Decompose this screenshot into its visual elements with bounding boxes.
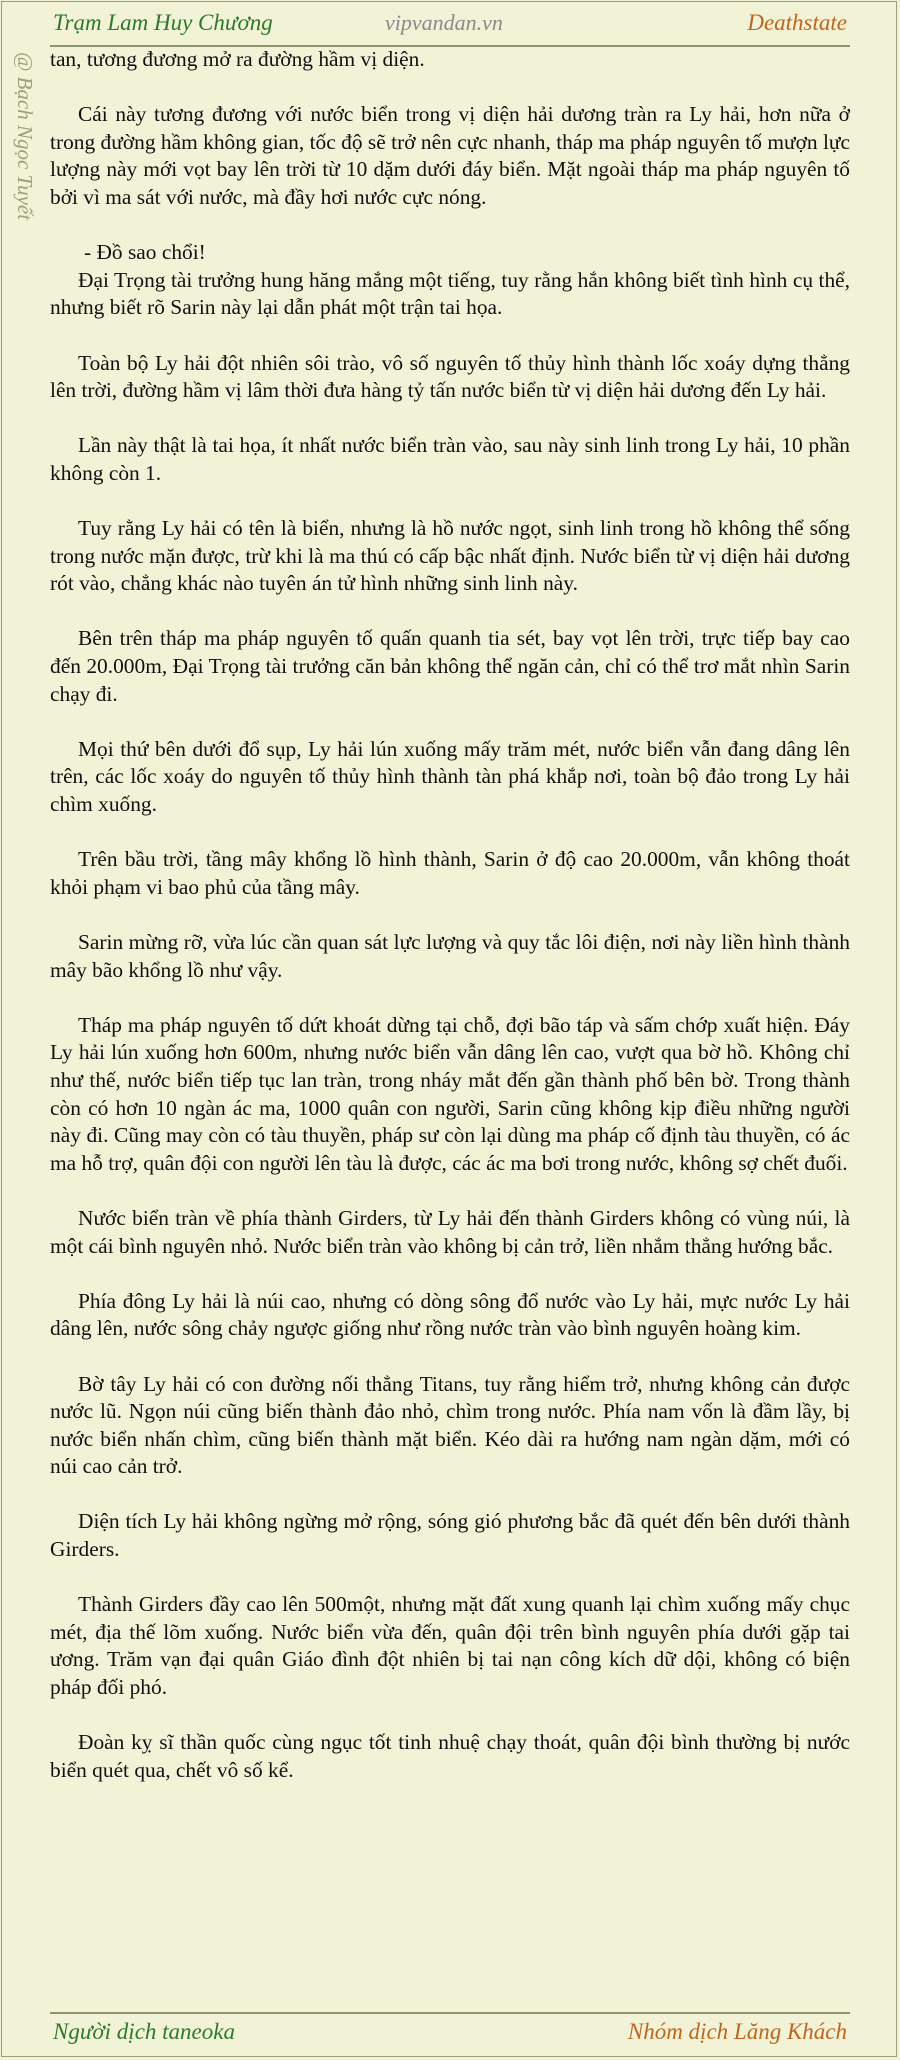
paragraph: Cái này tương đương với nước biển trong vị diện hải dương tràn ra Ly hải, hơn nữa ở trong đường hầm không gian, tốc độ sẽ trở nên cực nhanh, tháp ma pháp nguyên tố mượn lực lượng này mới vọt bay lên trời từ 10 dặm dưới đáy biển. Mặt ngoài tháp ma pháp nguyên tố bởi vì ma sát với nước, mà đầy hơi nước cực nóng. (50, 102, 850, 209)
chapter-content (50, 46, 850, 1812)
page-header (50, 9, 850, 47)
paragraph: Nước biển tràn về phía thành Girders, từ Ly hải đến thành Girders không có vùng núi, là một cái bình nguyên nhỏ. Nước biển tràn vào không bị cản trở, liền nhắm thẳng hướng bắc. (50, 1205, 850, 1258)
paragraph: Phía đông Ly hải là núi cao, nhưng có dòng sông đổ nước vào Ly hải, mực nước Ly hải dâng lên, nước sông chảy ngược giống như rồng nước tràn vào bình nguyên hoàng kim. (50, 1288, 850, 1341)
paragraph: Lần này thật là tai họa, ít nhất nước biển tràn vào, sau này sinh linh trong Ly hải, 10 phần không còn 1. (50, 433, 850, 485)
paragraph: Đoàn kỵ sĩ thần quốc cùng ngục tốt tinh nhuệ chạy thoát, quân đội bình thường bị nước biển quét qua, chết vô số kể. (50, 1730, 850, 1782)
paragraph: Bờ tây Ly hải có con đường nối thẳng Titans, tuy rằng hiểm trở, nhưng không cản được nước lũ. Ngọn núi cũng biến thành đảo nhỏ, chìm trong nước. Phía nam vốn là đầm lầy, bị nước biển nhấn chìm, cũng biến thành mặt biển. Kéo dài ra hướng nam ngàn dặm, mới có núi cao cản trở. (50, 1371, 850, 1479)
paragraph: Tháp ma pháp nguyên tố dứt khoát dừng tại chỗ, đợi bão táp và sấm chớp xuất hiện. Đáy Ly hải lún xuống hơn 600m, nhưng nước biển vẫn dâng lên cao, vượt qua bờ hồ. Không chỉ như thế, nước biển tiếp tục lan tràn, trong nháy mắt đến gần thành phố bên bờ. Trong thành còn có hơn 10 ngàn ác ma, 1000 quân con người, Sarin cũng không kịp điều những người này đi. Cũng may còn có tàu thuyền, pháp sư còn lại dùng ma pháp cố định tàu thuyền, có ác ma hỗ trợ, quân đội con người lên tàu là được, các ác ma bơi trong nước, không sợ chết đuối. (50, 1012, 850, 1175)
paragraph: Toàn bộ Ly hải đột nhiên sôi trào, vô số nguyên tố thủy hình thành lốc xoáy dựng thẳng lên trời, đường hầm vị lâm thời đưa hàng tỷ tấn nước biển từ vị diện hải dương đến Ly hải. (50, 350, 850, 403)
footer-translation-group: Nhóm dịch Lăng Khách (627, 2019, 847, 2044)
header-author: Deathstate (747, 10, 847, 35)
paragraph: Bên trên tháp ma pháp nguyên tố quấn quanh tia sét, bay vọt lên trời, trực tiếp bay cao đến 20.000m, Đại Trọng tài trưởng căn bản không thể ngăn cản, chỉ có thể trơ mắt nhìn Sarin chạy đi. (50, 626, 850, 706)
paragraph: Mọi thứ bên dưới đổ sụp, Ly hải lún xuống mấy trăm mét, nước biển vẫn đang dâng lên trên, các lốc xoáy do nguyên tố thủy hình thành tàn phá khắp nơi, toàn bộ đảo trong Ly hải chìm xuống. (50, 736, 850, 817)
paragraph: Sarin mừng rỡ, vừa lúc cần quan sát lực lượng và quy tắc lôi điện, nơi này liền hình thành mây bão khổng lồ như vậy. (50, 930, 850, 982)
header-book-title: Trạm Lam Huy Chương (53, 10, 273, 35)
dialogue-line: - Đồ sao chổi! (84, 240, 206, 265)
header-site-name: vipvandan.vn (385, 10, 503, 35)
paragraph: Đại Trọng tài trưởng hung hăng mắng một tiếng, tuy rằng hắn không biết tình hình cụ thể, nhưng biết rõ Sarin này lại dẫn phát một trận tai họa. (50, 267, 850, 320)
page-footer (50, 2012, 850, 2046)
side-watermark: @ Bạch Ngọc Tuyết (13, 52, 37, 221)
paragraph: Diện tích Ly hải không ngừng mở rộng, sóng gió phương bắc đã quét đến bên dưới thành Girders. (50, 1509, 850, 1562)
paragraph: Trên bầu trời, tầng mây khổng lồ hình thành, Sarin ở độ cao 20.000m, vẫn không thoát khỏi phạm vi bao phủ của tầng mây. (50, 847, 850, 899)
paragraph: Thành Girders đầy cao lên 500một, nhưng mặt đất xung quanh lại chìm xuống mấy chục mét, địa thế lõm xuống. Nước biển vừa đến, quân đội trên bình nguyên phía dưới gặp tai ương. Trăm vạn đại quân Giáo đình đột nhiên bị tai nạn công kích dữ dội, không có biện pháp đối phó. (50, 1592, 850, 1700)
footer-translator: Người dịch taneoka (53, 2019, 235, 2044)
paragraph: Tuy rằng Ly hải có tên là biển, nhưng là hồ nước ngọt, sinh linh trong hồ không thể sống trong nước mặn được, trừ khi là ma thú có cấp bậc nhất định. Nước biển từ vị diện hải dương rót vào, chẳng khác nào tuyên án tử hình những sinh linh này. (50, 516, 850, 596)
paragraph: tan, tương đương mở ra đường hầm vị diện. (50, 47, 425, 71)
